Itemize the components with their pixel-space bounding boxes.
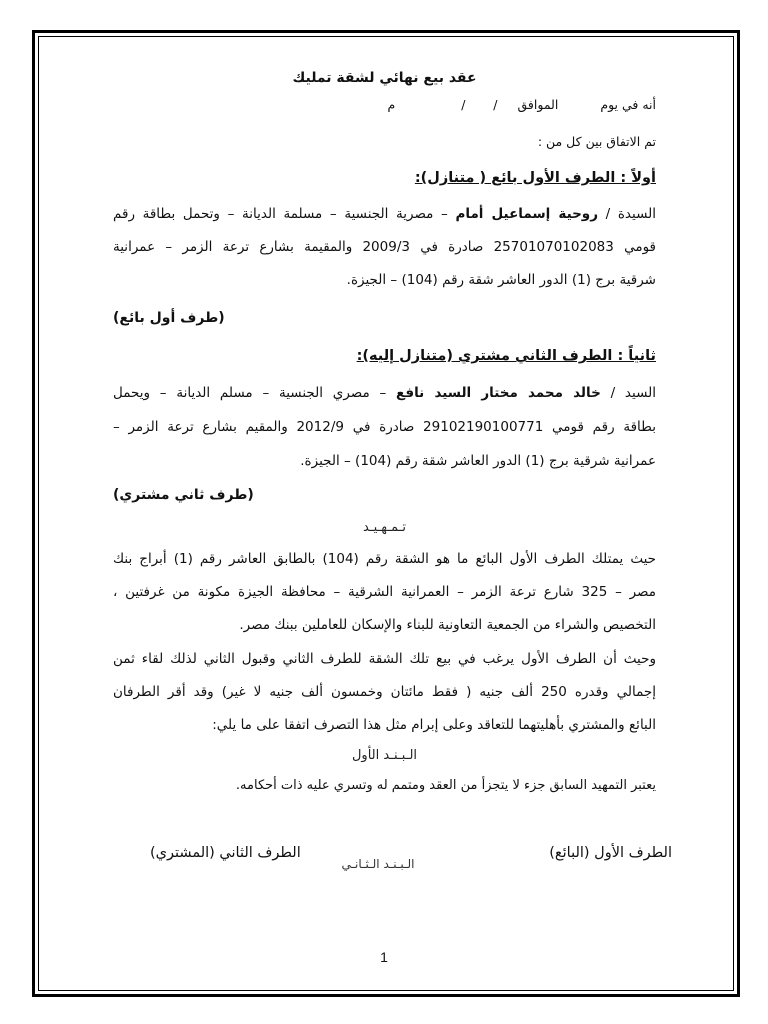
second-party-line bbox=[113, 376, 656, 410]
contract-title: عقد بيع نهائي لشقة تمليك bbox=[292, 70, 477, 86]
signature-first-party: الطرف الأول (البائع) bbox=[549, 845, 672, 861]
preamble-paragraph-2 bbox=[113, 643, 656, 742]
first-party-line: قومي 25701070102083 صادرة في 2009/3 والمقيمة بشارع ترعة الزمر – عمرانية bbox=[113, 239, 656, 255]
clipped-next-clause-text: الـبـنـد الـثـانـي bbox=[341, 857, 415, 871]
second-party-line: بطاقة رقم قومي 29102190100771 صادرة في 2012/9 والمقيم بشارع ترعة الزمر – bbox=[113, 419, 656, 435]
first-party-paragraph bbox=[113, 198, 656, 297]
date-era: م bbox=[387, 97, 396, 112]
second-party-role-label: (طرف ثاني مشتري) bbox=[113, 487, 254, 503]
first-party-heading: أولاً : الطرف الأول بائع ( متنازل): bbox=[414, 170, 656, 186]
preamble-line: وحيث أن الطرف الأول يرغب في بيع تلك الشقة للطرف الثاني وقبول الثاني لذلك لقاء ثمن bbox=[113, 651, 656, 667]
second-party-heading: ثانياً : الطرف الثاني مشتري (متنازل إليه): bbox=[356, 348, 656, 364]
first-party-line bbox=[113, 198, 656, 231]
second-party-name: خالد محمد مختار السيد نافع bbox=[396, 385, 601, 401]
clause-1-text: يعتبر التمهيد السابق جزء لا يتجزأ من العقد ومتمم له وتسري عليه ذات أحكامه. bbox=[235, 778, 656, 793]
preamble-line: حيث يمتلك الطرف الأول البائع ما هو الشقة رقم (104) بالطابق العاشر رقم (1) أبراج بنك bbox=[113, 551, 656, 567]
clause-1-label: الـبـنـد الأول bbox=[351, 748, 418, 763]
preamble-line: البائع والمشتري بأهليتهما للتعاقد وعلى إبرام مثل هذا التصرف اتفقا على ما يلي: bbox=[212, 717, 656, 733]
second-party-line: عمرانية شرقية برج (1) الدور العاشر شقة رقم (104) – الجيزة. bbox=[300, 453, 656, 469]
preamble-line: التخصيص والشراء من الجمعية التعاونية للبناء والإسكان للعاملين ببنك مصر. bbox=[239, 617, 656, 633]
date-line bbox=[113, 95, 656, 115]
preamble-line: مصر – 325 شارع ترعة الزمر – العمرانية الشرقية – محافظة الجيزة مكونة من غرفتين ، bbox=[113, 584, 656, 600]
agreement-intro: تم الاتفاق بين كل من : bbox=[537, 134, 656, 149]
second-party-details: – مصري الجنسية – مسلم الديانة – ويحمل bbox=[113, 385, 397, 401]
date-day-label: أنه في يوم bbox=[600, 97, 656, 112]
date-corresponding-label: الموافق bbox=[517, 97, 559, 112]
first-party-details: – مصرية الجنسية – مسلمة الديانة – وتحمل بطاقة رقم bbox=[113, 206, 456, 222]
second-party-paragraph bbox=[113, 376, 656, 478]
first-party-name: روحية إسماعيل أمام bbox=[455, 206, 598, 222]
second-party-title: السيد / bbox=[600, 385, 656, 401]
clipped-next-clause bbox=[298, 857, 458, 874]
preamble-label: تـمـهـيـد bbox=[362, 520, 407, 535]
first-party-title: السيدة / bbox=[597, 206, 656, 222]
date-slashes: / / bbox=[461, 97, 498, 112]
signature-second-party: الطرف الثاني (المشتري) bbox=[150, 845, 301, 861]
first-party-line: شرقية برج (1) الدور العاشر شقة رقم (104) – الجيزة. bbox=[346, 272, 656, 288]
page-number: 1 bbox=[380, 949, 388, 965]
preamble-paragraph-1 bbox=[113, 543, 656, 642]
first-party-role-label: (طرف أول بائع) bbox=[113, 310, 225, 326]
preamble-line: إجمالي وقدره 250 ألف جنيه ( فقط مائتان وخمسون ألف جنيه لا غير) وقد أقر الطرفان bbox=[113, 684, 656, 700]
